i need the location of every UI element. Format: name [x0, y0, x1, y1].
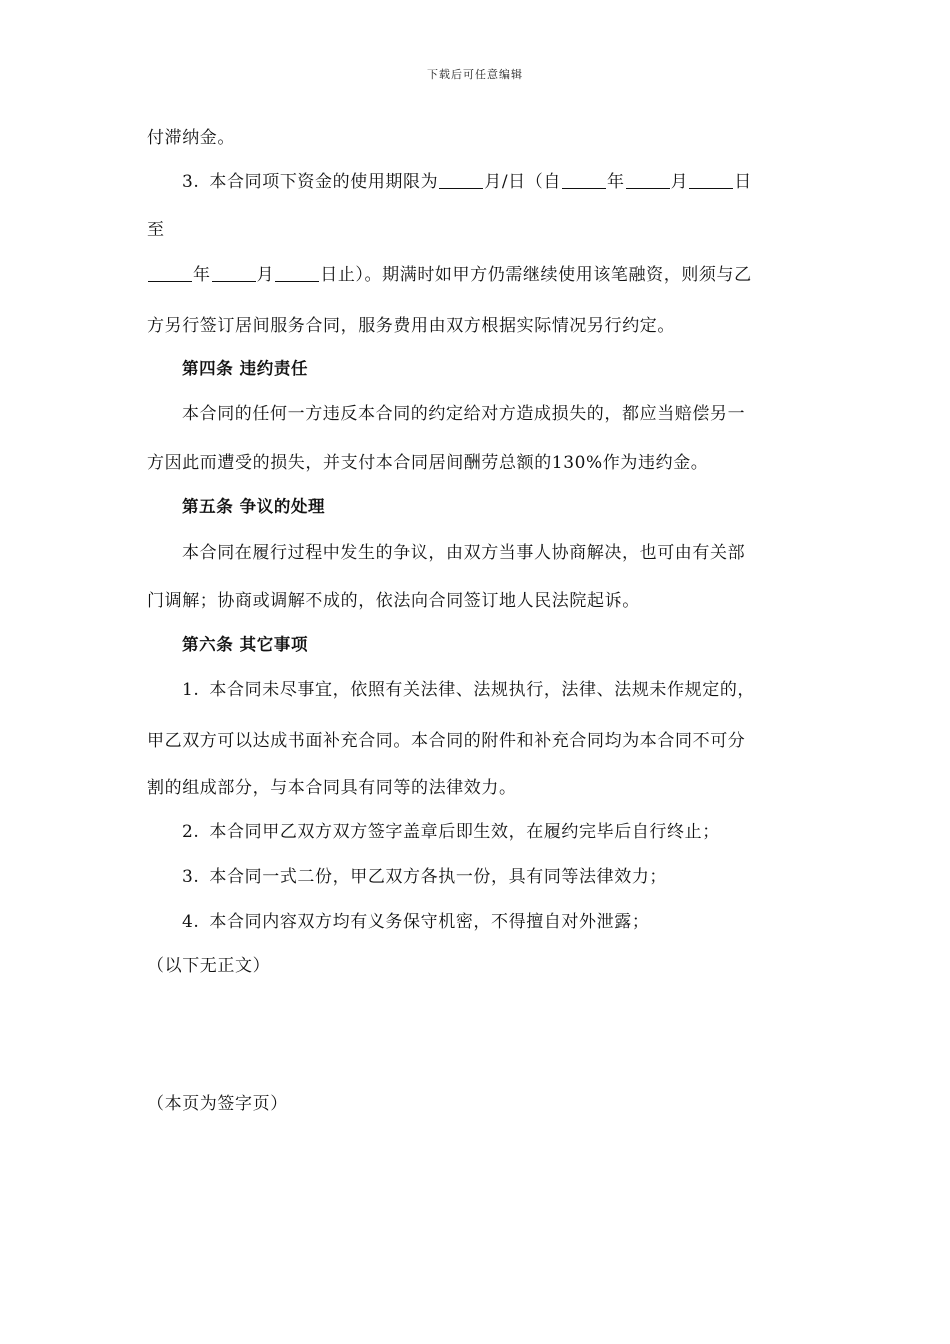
paragraph-line [147, 451, 807, 475]
paragraph-line [182, 541, 807, 565]
list-item [182, 820, 807, 844]
page-header: 下载后可任意编辑 [427, 68, 523, 81]
fill-blank[interactable] [275, 263, 319, 282]
item-number: 3. [182, 172, 200, 192]
list-item [182, 678, 807, 702]
end-of-text-note [147, 954, 807, 978]
text: 本合同的任何一方违反本合同的约定给对方造成损失的，都应当赔偿另一 [182, 404, 746, 424]
paragraph-line [147, 314, 807, 338]
text: 本合同内容双方均有义务保守机密，不得擅自对外泄露； [209, 912, 650, 932]
text: 本合同甲乙双方双方签字盖章后即生效，在履约完毕后自行终止； [209, 822, 720, 842]
fill-blank[interactable] [689, 170, 733, 189]
section-heading-6: 第六条 其它事项 [182, 635, 309, 654]
text: 月/日（自 [484, 172, 561, 192]
item-number: 2. [182, 822, 200, 842]
text: 本合同一式二份，甲乙双方各执一份，具有同等法律效力； [209, 867, 668, 887]
text: 方另行签订居间服务合同，服务费用由双方根据实际情况另行约定。 [147, 316, 675, 336]
section-heading-5: 第五条 争议的处理 [182, 497, 326, 516]
text: 年 [193, 265, 211, 285]
fill-blank[interactable] [626, 170, 670, 189]
text: 本合同在履行过程中发生的争议，由双方当事人协商解决，也可由有关部 [182, 543, 746, 563]
paragraph-line [147, 589, 807, 613]
text: 本合同未尽事宜，依照有关法律、法规执行，法律、法规未作规定的， [209, 680, 756, 700]
text: 日 [734, 172, 752, 192]
item-number: 3. [182, 867, 200, 887]
signature-page-note [147, 1092, 807, 1116]
paragraph-line [147, 729, 807, 753]
paragraph-line [147, 776, 807, 800]
paragraph-line [147, 126, 807, 150]
text: （以下无正文） [147, 956, 271, 976]
text: 甲乙双方可以达成书面补充合同。本合同的附件和补充合同均为本合同不可分 [147, 731, 746, 751]
fill-blank[interactable] [148, 263, 192, 282]
text: 年 [606, 172, 625, 192]
list-item [182, 910, 807, 934]
fill-blank[interactable] [562, 170, 606, 189]
item-number: 4. [182, 912, 200, 932]
paragraph-line [147, 218, 807, 242]
text: 门调解；协商或调解不成的，依法向合同签订地人民法院起诉。 [147, 591, 640, 611]
section-heading-4: 第四条 违约责任 [182, 359, 309, 378]
text: 至 [147, 220, 165, 240]
text: 月 [256, 265, 275, 285]
list-item [182, 865, 807, 889]
text: 日止）。期满时如甲方仍需继续使用该笔融资，则须与乙 [320, 265, 752, 285]
text: 月 [670, 172, 689, 192]
fill-blank[interactable] [439, 170, 483, 189]
text: 付滞纳金。 [147, 128, 235, 148]
paragraph-line [147, 263, 807, 287]
text: 割的组成部分，与本合同具有同等的法律效力。 [147, 778, 517, 798]
text: 方因此而遭受的损失，并支付本合同居间酬劳总额的130%作为违约金。 [147, 453, 709, 473]
item-number: 1. [182, 680, 200, 700]
fill-blank[interactable] [212, 263, 256, 282]
text: 本合同项下资金的使用期限为 [209, 172, 439, 192]
text: （本页为签字页） [147, 1094, 288, 1114]
paragraph-line [182, 402, 807, 426]
clause-3-line [182, 170, 807, 194]
